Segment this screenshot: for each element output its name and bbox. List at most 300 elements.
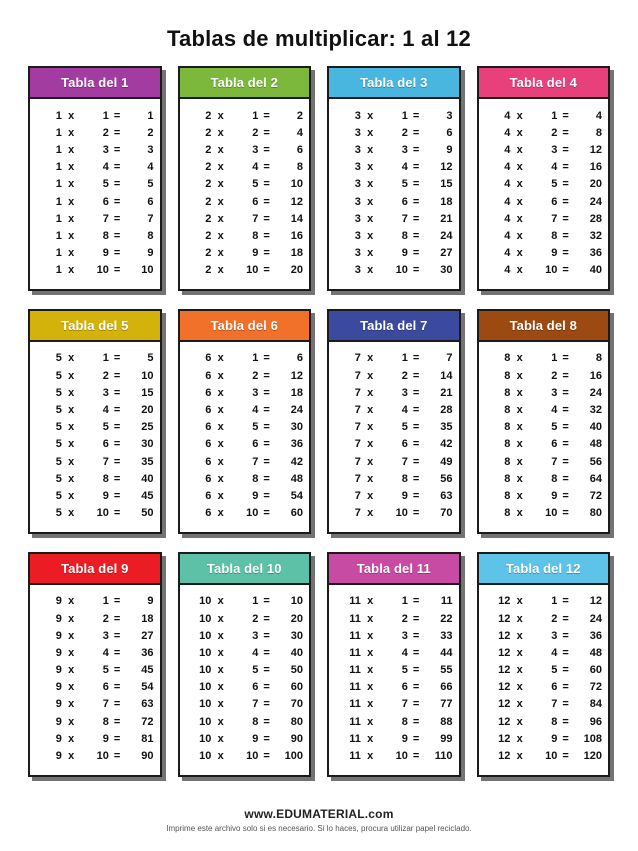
equation-row	[335, 159, 453, 176]
times-sign: x	[68, 750, 75, 763]
factor-b: 2	[401, 612, 408, 625]
table-card-title: Tabla del 9	[30, 554, 160, 585]
equals-sign: =	[562, 369, 569, 382]
product-value: 40	[141, 472, 154, 485]
times-sign: x	[68, 612, 75, 625]
factor-b: 4	[252, 646, 259, 659]
product-value: 81	[141, 732, 154, 745]
factor-a: 9	[55, 732, 62, 745]
factor-b: 4	[551, 161, 558, 174]
factor-a: 7	[354, 421, 361, 434]
factor-b: 2	[102, 612, 109, 625]
times-sign: x	[217, 715, 224, 728]
factor-a: 11	[349, 681, 361, 694]
worksheet-page	[0, 26, 638, 851]
factor-b: 10	[96, 750, 109, 763]
table-card-body	[329, 585, 459, 775]
equation-list	[36, 107, 154, 279]
equals-sign: =	[412, 629, 420, 642]
times-sign: x	[367, 489, 374, 502]
equation-list	[335, 350, 453, 522]
factor-b: 10	[395, 750, 408, 763]
equals-sign: =	[562, 161, 569, 174]
product-value: 44	[440, 646, 453, 659]
factor-b: 6	[252, 195, 259, 208]
table-card-title: Tabla del 5	[30, 311, 160, 342]
times-sign: x	[217, 178, 224, 191]
factor-a: 7	[354, 489, 361, 502]
factor-b: 8	[401, 715, 408, 728]
factor-b: 6	[551, 681, 558, 694]
equals-sign: =	[113, 386, 121, 399]
equals-sign: =	[263, 507, 270, 520]
factor-a: 8	[504, 489, 511, 502]
times-sign: x	[367, 212, 374, 225]
factor-b: 7	[252, 698, 259, 711]
equals-sign: =	[562, 404, 569, 417]
product-value: 6	[147, 195, 154, 208]
tables-grid	[28, 66, 610, 777]
equals-sign: =	[562, 352, 569, 365]
factor-b: 8	[102, 229, 109, 242]
equation-row	[186, 644, 304, 661]
factor-b: 5	[252, 178, 259, 191]
equation-row	[485, 436, 603, 453]
equation-row	[485, 193, 603, 210]
factor-a: 1	[55, 161, 62, 174]
product-value: 60	[290, 507, 303, 520]
product-value: 22	[440, 612, 453, 625]
product-value: 16	[589, 369, 602, 382]
equals-sign: =	[562, 698, 569, 711]
factor-b: 8	[252, 715, 259, 728]
equals-sign: =	[412, 109, 420, 122]
equation-list	[36, 350, 154, 522]
factor-a: 8	[504, 386, 511, 399]
table-card-body	[30, 585, 160, 775]
equation-row	[36, 730, 154, 747]
product-value: 8	[595, 126, 602, 139]
product-value: 5	[147, 352, 154, 365]
equation-row	[36, 159, 154, 176]
product-value: 3	[147, 143, 154, 156]
times-sign: x	[217, 664, 224, 677]
product-value: 70	[290, 698, 303, 711]
product-value: 28	[440, 404, 453, 417]
equation-row	[186, 384, 304, 401]
times-sign: x	[217, 472, 224, 485]
factor-a: 7	[354, 438, 361, 451]
times-sign: x	[68, 195, 75, 208]
table-card-body	[30, 99, 160, 289]
factor-a: 5	[55, 369, 62, 382]
equals-sign: =	[412, 386, 420, 399]
factor-a: 5	[55, 404, 62, 417]
factor-b: 2	[252, 612, 259, 625]
times-sign: x	[367, 438, 374, 451]
table-card-frame	[477, 552, 611, 777]
factor-a: 1	[55, 247, 62, 260]
times-sign: x	[217, 612, 224, 625]
equation-row	[485, 176, 603, 193]
factor-a: 9	[55, 595, 62, 608]
equation-row	[36, 505, 154, 522]
times-sign: x	[367, 264, 374, 277]
factor-a: 1	[55, 109, 62, 122]
equation-row	[335, 245, 453, 262]
factor-b: 9	[551, 489, 558, 502]
equation-row	[485, 679, 603, 696]
product-value: 9	[147, 595, 154, 608]
factor-a: 10	[199, 595, 212, 608]
multiplication-table-card	[28, 309, 162, 534]
equation-row	[335, 367, 453, 384]
product-value: 56	[440, 472, 453, 485]
table-card-body	[180, 99, 310, 289]
product-value: 42	[440, 438, 453, 451]
equation-row	[335, 696, 453, 713]
product-value: 21	[440, 386, 453, 399]
factor-a: 7	[354, 369, 361, 382]
equation-row	[335, 610, 453, 627]
factor-b: 9	[252, 732, 259, 745]
product-value: 49	[440, 455, 453, 468]
factor-a: 6	[205, 369, 212, 382]
equation-row	[186, 193, 304, 210]
factor-b: 7	[551, 698, 558, 711]
product-value: 64	[589, 472, 602, 485]
factor-b: 6	[551, 195, 558, 208]
equation-row	[186, 176, 304, 193]
product-value: 5	[147, 178, 154, 191]
factor-a: 11	[349, 612, 361, 625]
product-value: 45	[141, 664, 154, 677]
table-card-title: Tabla del 2	[180, 68, 310, 99]
times-sign: x	[68, 507, 75, 520]
equation-row	[485, 487, 603, 504]
times-sign: x	[217, 681, 224, 694]
factor-a: 9	[55, 750, 62, 763]
factor-a: 6	[205, 472, 212, 485]
factor-b: 4	[401, 646, 408, 659]
equation-row	[36, 470, 154, 487]
factor-b: 2	[551, 126, 558, 139]
times-sign: x	[367, 595, 374, 608]
product-value: 80	[290, 715, 303, 728]
product-value: 28	[589, 212, 602, 225]
times-sign: x	[367, 750, 374, 763]
factor-a: 9	[55, 629, 62, 642]
factor-a: 2	[205, 212, 212, 225]
equation-row	[36, 193, 154, 210]
product-value: 48	[589, 438, 602, 451]
times-sign: x	[367, 612, 374, 625]
table-card-frame	[178, 66, 312, 291]
factor-a: 12	[498, 629, 511, 642]
product-value: 10	[141, 264, 154, 277]
factor-b: 7	[252, 455, 259, 468]
factor-b: 8	[102, 472, 109, 485]
factor-a: 9	[55, 698, 62, 711]
equation-row	[485, 470, 603, 487]
times-sign: x	[68, 664, 75, 677]
product-value: 32	[589, 404, 602, 417]
factor-b: 10	[246, 750, 259, 763]
table-card-body	[30, 342, 160, 532]
product-value: 27	[440, 247, 453, 260]
factor-a: 3	[354, 126, 361, 139]
times-sign: x	[367, 681, 374, 694]
equals-sign: =	[562, 612, 569, 625]
equals-sign: =	[562, 715, 569, 728]
times-sign: x	[367, 404, 374, 417]
factor-a: 4	[504, 178, 511, 191]
factor-b: 3	[401, 629, 408, 642]
equals-sign: =	[412, 595, 420, 608]
product-value: 2	[296, 109, 303, 122]
factor-b: 1	[252, 352, 259, 365]
equation-row	[335, 262, 453, 279]
equals-sign: =	[113, 126, 121, 139]
factor-b: 5	[252, 421, 259, 434]
product-value: 60	[589, 664, 602, 677]
times-sign: x	[68, 698, 75, 711]
equals-sign: =	[263, 143, 270, 156]
equals-sign: =	[113, 612, 121, 625]
equation-row	[485, 384, 603, 401]
factor-a: 4	[504, 126, 511, 139]
times-sign: x	[217, 595, 224, 608]
factor-b: 3	[252, 143, 259, 156]
product-value: 50	[141, 507, 154, 520]
equation-row	[186, 419, 304, 436]
equals-sign: =	[562, 109, 569, 122]
equation-row	[335, 730, 453, 747]
table-card-frame	[477, 309, 611, 534]
factor-b: 2	[401, 369, 408, 382]
factor-a: 12	[498, 698, 511, 711]
equals-sign: =	[113, 455, 121, 468]
factor-a: 10	[199, 612, 212, 625]
factor-a: 3	[354, 195, 361, 208]
factor-b: 3	[401, 386, 408, 399]
product-value: 6	[296, 143, 303, 156]
equation-list	[335, 593, 453, 765]
factor-b: 7	[102, 212, 109, 225]
equation-row	[485, 505, 603, 522]
factor-a: 11	[349, 750, 361, 763]
equation-row	[186, 696, 304, 713]
multiplication-table-card	[477, 552, 611, 777]
equation-row	[485, 107, 603, 124]
factor-b: 7	[401, 698, 408, 711]
factor-a: 4	[504, 109, 511, 122]
factor-a: 3	[354, 247, 361, 260]
equation-row	[335, 644, 453, 661]
table-card-title: Tabla del 12	[479, 554, 609, 585]
factor-b: 10	[545, 264, 558, 277]
factor-a: 7	[354, 404, 361, 417]
product-value: 20	[290, 264, 303, 277]
equals-sign: =	[562, 472, 569, 485]
times-sign: x	[217, 161, 224, 174]
multiplication-table-card	[327, 309, 461, 534]
factor-b: 6	[252, 681, 259, 694]
times-sign: x	[68, 472, 75, 485]
product-value: 96	[589, 715, 602, 728]
equals-sign: =	[412, 404, 420, 417]
product-value: 20	[589, 178, 602, 191]
product-value: 30	[290, 629, 303, 642]
product-value: 63	[440, 489, 453, 502]
factor-b: 10	[545, 507, 558, 520]
factor-b: 10	[545, 750, 558, 763]
equals-sign: =	[113, 109, 121, 122]
equation-row	[335, 141, 453, 158]
equals-sign: =	[263, 247, 270, 260]
equation-row	[36, 419, 154, 436]
factor-a: 10	[199, 698, 212, 711]
table-card-title: Tabla del 7	[329, 311, 459, 342]
equation-row	[485, 644, 603, 661]
times-sign: x	[516, 455, 523, 468]
factor-b: 5	[102, 178, 109, 191]
equation-row	[36, 350, 154, 367]
table-card-frame	[477, 66, 611, 291]
factor-b: 10	[395, 264, 408, 277]
product-value: 6	[296, 352, 303, 365]
factor-b: 3	[102, 629, 109, 642]
equation-row	[36, 176, 154, 193]
factor-b: 4	[102, 646, 109, 659]
times-sign: x	[367, 195, 374, 208]
equation-row	[186, 730, 304, 747]
times-sign: x	[217, 247, 224, 260]
equation-row	[186, 210, 304, 227]
factor-b: 2	[551, 612, 558, 625]
equation-row	[335, 227, 453, 244]
equation-row	[335, 453, 453, 470]
factor-a: 12	[498, 715, 511, 728]
factor-a: 11	[349, 732, 361, 745]
times-sign: x	[68, 404, 75, 417]
product-value: 9	[446, 143, 453, 156]
factor-a: 3	[354, 143, 361, 156]
product-value: 18	[141, 612, 154, 625]
equals-sign: =	[263, 750, 270, 763]
factor-b: 7	[252, 212, 259, 225]
product-value: 12	[440, 161, 453, 174]
factor-b: 3	[551, 386, 558, 399]
factor-b: 1	[401, 109, 408, 122]
product-value: 66	[440, 681, 453, 694]
factor-a: 10	[199, 664, 212, 677]
factor-b: 3	[401, 143, 408, 156]
factor-a: 3	[354, 229, 361, 242]
times-sign: x	[516, 369, 523, 382]
factor-a: 4	[504, 247, 511, 260]
equals-sign: =	[263, 732, 270, 745]
factor-b: 9	[551, 247, 558, 260]
table-card-title: Tabla del 8	[479, 311, 609, 342]
multiplication-table-card	[477, 309, 611, 534]
footer-website: www.EDUMATERIAL.com	[244, 807, 394, 821]
equation-row	[186, 350, 304, 367]
equals-sign: =	[562, 229, 569, 242]
equation-list	[335, 107, 453, 279]
equation-row	[36, 713, 154, 730]
product-value: 12	[589, 595, 602, 608]
equals-sign: =	[562, 629, 569, 642]
equals-sign: =	[412, 612, 420, 625]
equation-row	[485, 662, 603, 679]
equation-row	[36, 401, 154, 418]
factor-a: 8	[504, 455, 511, 468]
product-value: 15	[440, 178, 453, 191]
equation-row	[186, 159, 304, 176]
equals-sign: =	[412, 143, 420, 156]
times-sign: x	[68, 629, 75, 642]
factor-a: 1	[55, 264, 62, 277]
factor-b: 5	[252, 664, 259, 677]
times-sign: x	[68, 126, 75, 139]
equals-sign: =	[263, 109, 270, 122]
equals-sign: =	[113, 489, 121, 502]
equals-sign: =	[412, 161, 420, 174]
equals-sign: =	[263, 195, 270, 208]
times-sign: x	[516, 195, 523, 208]
equation-row	[335, 713, 453, 730]
equals-sign: =	[263, 472, 270, 485]
equation-row	[335, 679, 453, 696]
equals-sign: =	[412, 750, 420, 763]
product-value: 30	[141, 438, 154, 451]
equals-sign: =	[263, 438, 270, 451]
factor-a: 5	[55, 386, 62, 399]
times-sign: x	[516, 646, 523, 659]
equation-row	[36, 644, 154, 661]
times-sign: x	[68, 264, 75, 277]
product-value: 2	[147, 126, 154, 139]
product-value: 84	[589, 698, 602, 711]
equals-sign: =	[412, 455, 420, 468]
table-card-frame	[178, 552, 312, 777]
factor-a: 11	[349, 664, 361, 677]
factor-a: 7	[354, 352, 361, 365]
factor-b: 9	[102, 732, 109, 745]
product-value: 40	[589, 421, 602, 434]
times-sign: x	[217, 698, 224, 711]
multiplication-table-card	[327, 66, 461, 291]
product-value: 54	[290, 489, 303, 502]
equation-row	[186, 593, 304, 610]
product-value: 90	[141, 750, 154, 763]
equals-sign: =	[562, 178, 569, 191]
multiplication-table-card	[28, 552, 162, 777]
factor-a: 4	[504, 229, 511, 242]
equation-row	[485, 367, 603, 384]
product-value: 72	[589, 681, 602, 694]
factor-b: 8	[252, 229, 259, 242]
factor-b: 3	[252, 629, 259, 642]
times-sign: x	[516, 229, 523, 242]
times-sign: x	[367, 247, 374, 260]
product-value: 6	[446, 126, 453, 139]
equation-list	[186, 593, 304, 765]
equals-sign: =	[562, 732, 569, 745]
table-card-title: Tabla del 3	[329, 68, 459, 99]
equals-sign: =	[263, 698, 270, 711]
